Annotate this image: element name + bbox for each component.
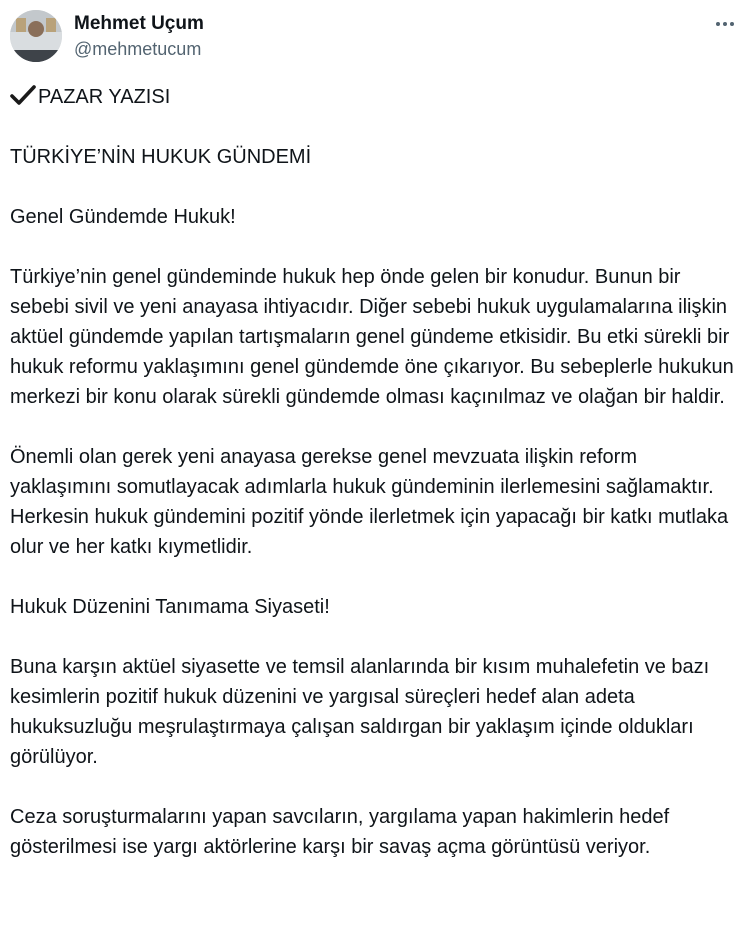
paragraph-3: Buna karşın aktüel siyasette ve temsil alanlarında bir kısım muhalefetin ve bazı kesimlerin pozitif hukuk düzenini ve yargısal süreçleri hedef alan adeta hukuksuzluğu meşrulaştırmaya çalışan saldırgan bir yaklaşım içinde oldukları görülüyor. <box>10 656 710 768</box>
paragraph-subheading-1: Genel Gündemde Hukuk! <box>10 206 236 228</box>
paragraph-title: TÜRKİYE’NİN HUKUK GÜNDEMİ <box>10 146 312 168</box>
tweet-heading <box>10 82 742 112</box>
heavy-check-mark-icon <box>10 84 36 106</box>
author-name[interactable]: Mehmet Uçum <box>74 13 204 34</box>
author-handle[interactable]: @mehmetucum <box>74 39 202 59</box>
paragraph-1: Türkiye’nin genel gündeminde hukuk hep önde gelen bir konudur. Bunun bir sebebi sivil ve yeni anayasa ihtiyacıdır. Diğer sebebi hukuk uygulamalarına ilişkin aktüel gündemde yapılan tartışmaların genel gündeme etkisidir. Bu etki sürekli bir hukuk reformu yaklaşımını genel gündemde öne çıkarıyor. Bu sebeplerle hukukun merkezi bir konu olarak sürekli gündemde olması kaçınılmaz ve olağan bir haldir. <box>10 266 734 408</box>
paragraph-subheading-2: Hukuk Düzenini Tanımama Siyaseti! <box>10 596 330 618</box>
paragraph-4: Ceza soruşturmalarını yapan savcıların, yargılama yapan hakimlerin hedef gösterilmesi ise yargı aktörlerine karşı bir savaş açma görüntüsü veriyor. <box>10 806 670 858</box>
tweet-heading-text: PAZAR YAZISI <box>38 86 171 108</box>
avatar-image <box>10 10 62 62</box>
more-horizontal-icon <box>715 21 735 27</box>
tweet-header <box>10 10 740 66</box>
paragraph-2: Önemli olan gerek yeni anayasa gerekse genel mevzuata ilişkin reform yaklaşımını somutlayacak adımlarla hukuk gündeminin ilerlemesini sağlamaktır. Herkesin hukuk gündemini pozitif yönde ilerletmek için yapacağı bir katkı mutlaka olur ve her katkı kıymetlidir. <box>10 446 729 558</box>
tweet-text <box>10 82 742 892</box>
avatar[interactable] <box>10 10 62 62</box>
more-options-button[interactable] <box>710 12 740 36</box>
